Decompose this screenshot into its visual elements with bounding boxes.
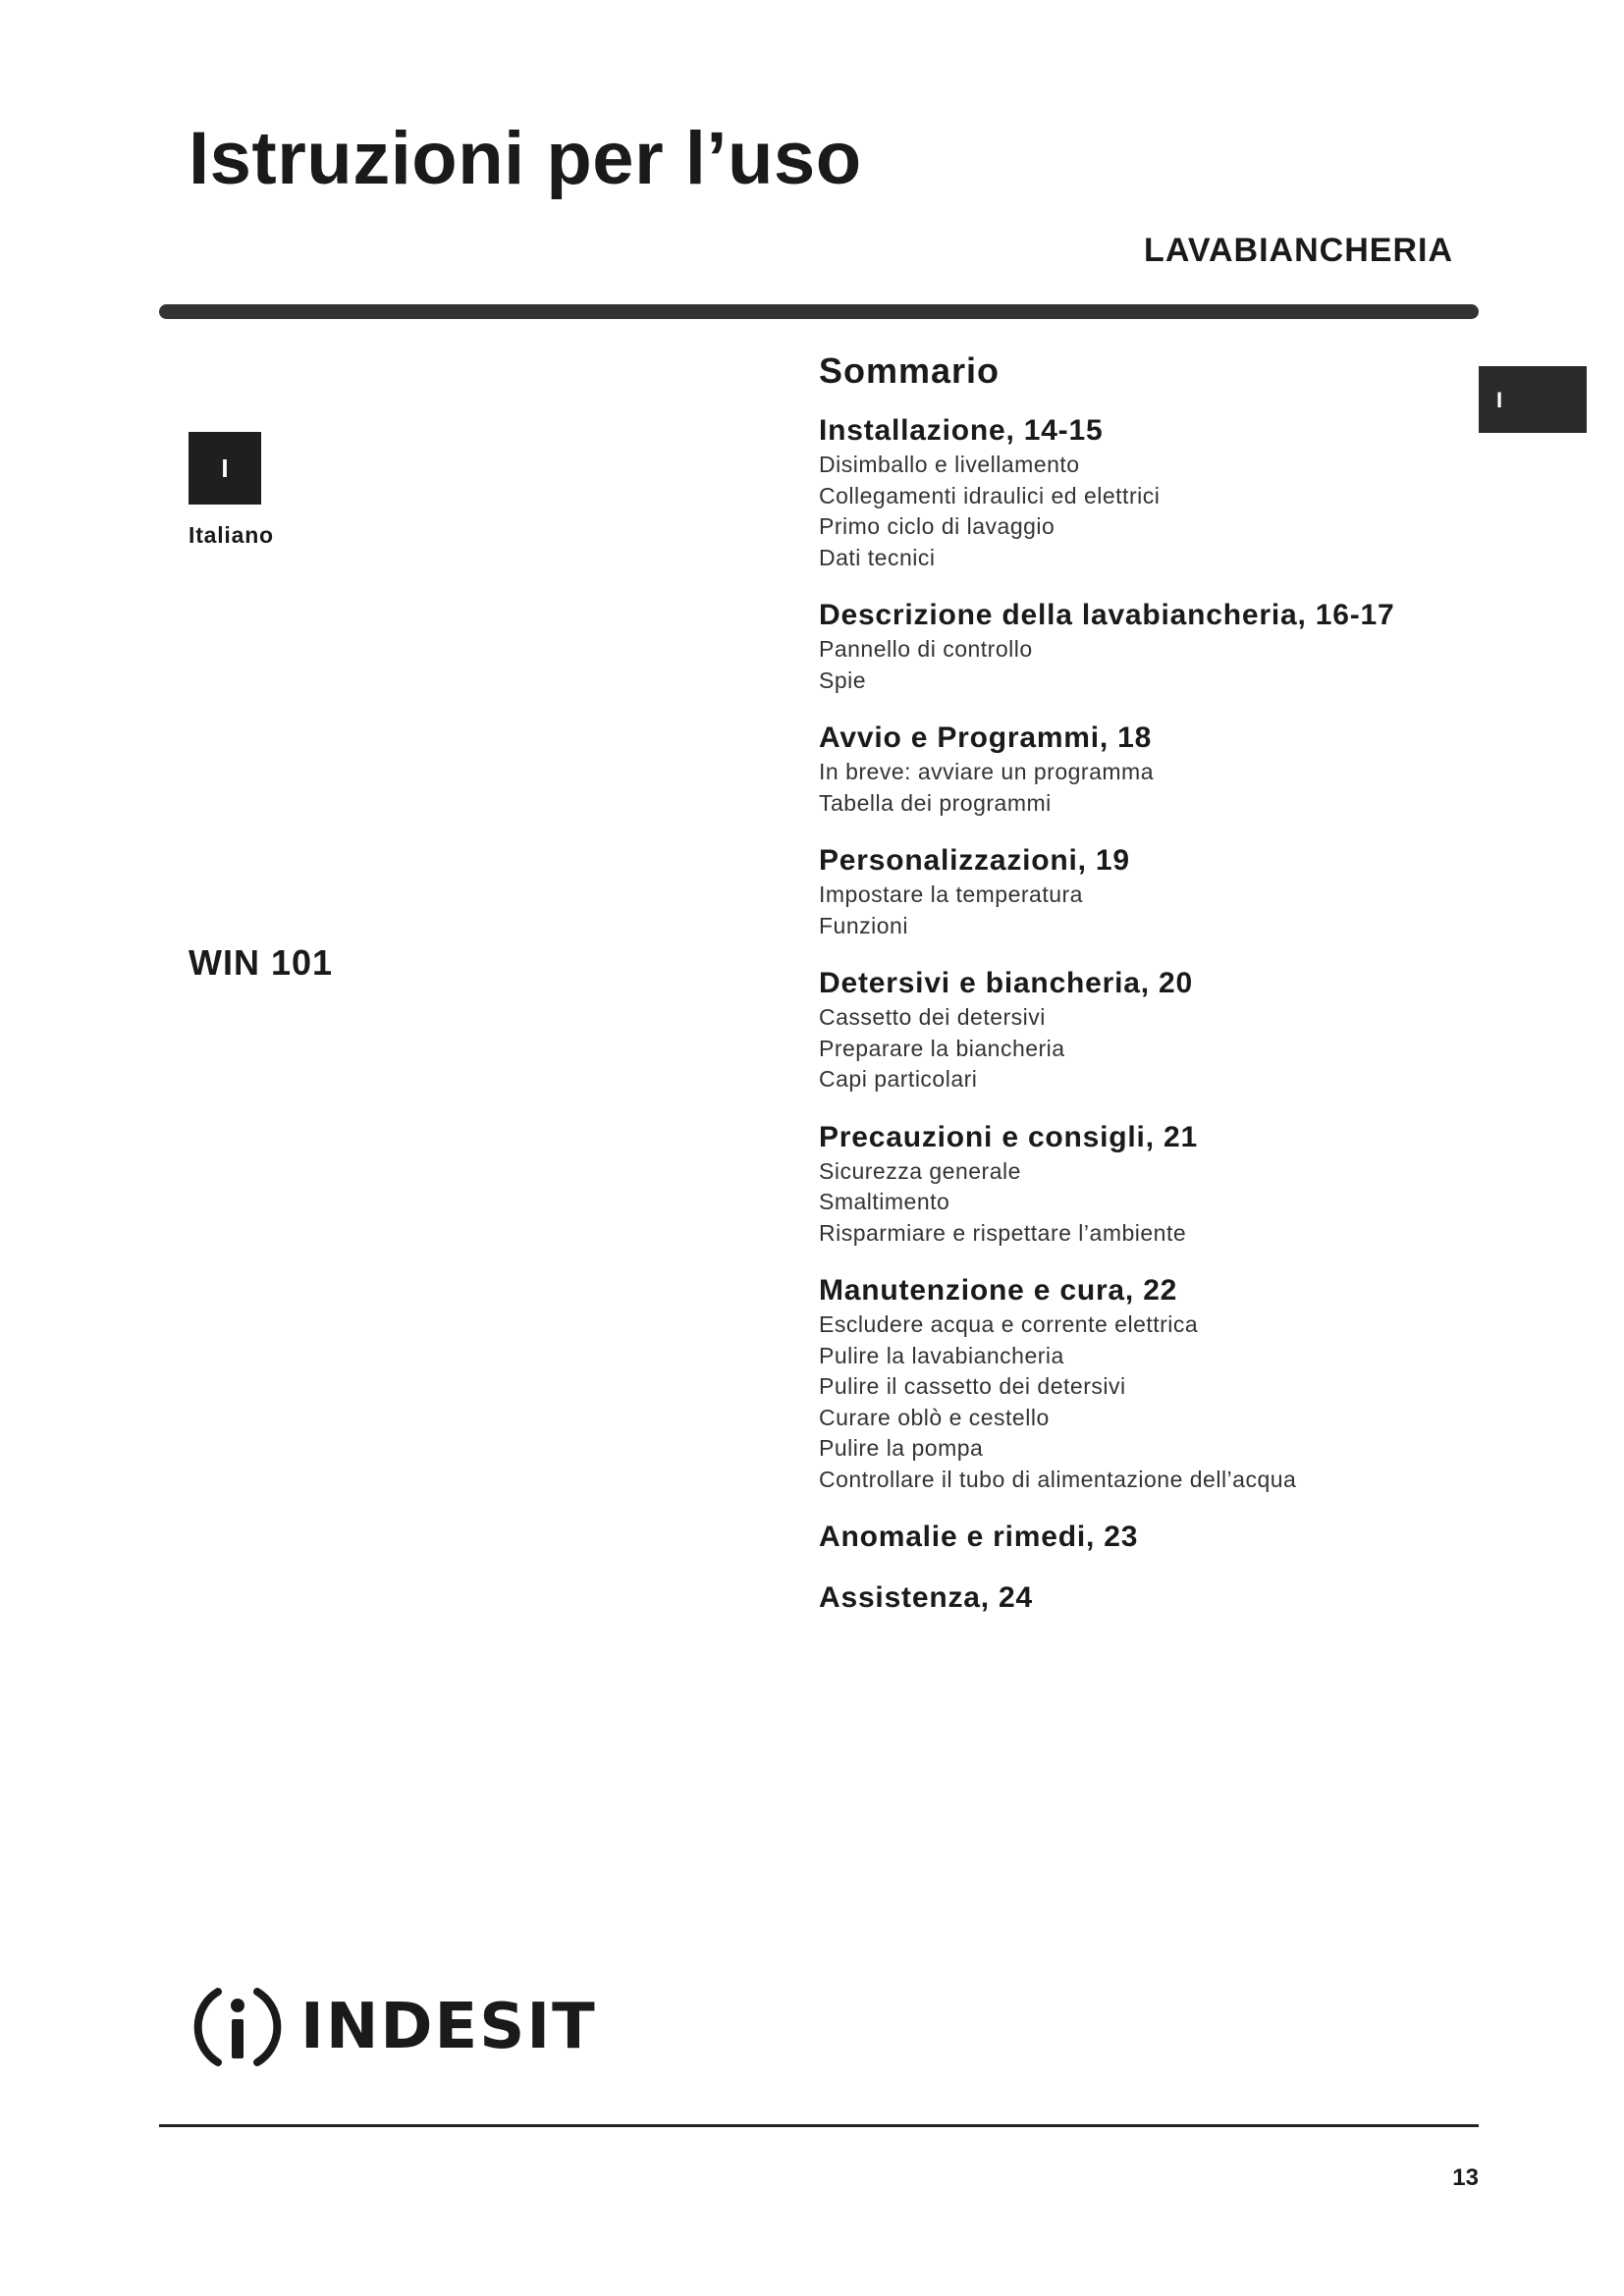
toc-section [819, 1519, 1487, 1556]
toc-item: Sicurezza generale [819, 1157, 1021, 1184]
language-side-tab[interactable] [1479, 366, 1587, 433]
table-of-contents [819, 349, 1487, 1640]
toc-section-heading[interactable]: Anomalie e rimedi, 23 [819, 1521, 1139, 1553]
toc-section [819, 412, 1487, 573]
toc-item: Pulire il cassetto dei detersivi [819, 1373, 1126, 1399]
toc-item-list [819, 757, 1487, 819]
toc-section-heading[interactable]: Descrizione della lavabiancheria, 16-17 [819, 599, 1395, 631]
toc-title: Sommario [819, 350, 1001, 391]
toc-section-heading[interactable]: Avvio e Programmi, 18 [819, 721, 1153, 754]
toc-item: Tabella dei programmi [819, 789, 1052, 816]
product-type-label: LAVABIANCHERIA [1144, 232, 1453, 269]
toc-section-heading[interactable]: Detersivi e biancheria, 20 [819, 967, 1193, 999]
top-divider [159, 304, 1479, 319]
toc-section-heading[interactable]: Assistenza, 24 [819, 1581, 1033, 1614]
toc-item: Primo ciclo di lavaggio [819, 513, 1056, 539]
language-name: Italiano [189, 522, 274, 548]
toc-item: In breve: avviare un programma [819, 759, 1154, 784]
toc-item-list [819, 450, 1487, 573]
brand-name: INDESIT [300, 1991, 597, 2063]
toc-item: Cassetto dei detersivi [819, 1004, 1046, 1030]
toc-section [819, 1119, 1487, 1250]
toc-section [819, 842, 1487, 941]
indesit-logo-icon [189, 1978, 287, 2076]
toc-item: Pulire la lavabiancheria [819, 1342, 1064, 1368]
toc-item-list [819, 1309, 1487, 1495]
toc-item: Risparmiare e rispettare l’ambiente [819, 1219, 1187, 1246]
bottom-divider [159, 2124, 1479, 2127]
toc-item-list [819, 1002, 1487, 1095]
toc-section-heading[interactable]: Manutenzione e cura, 22 [819, 1274, 1178, 1307]
toc-section-heading[interactable]: Personalizzazioni, 19 [819, 844, 1130, 877]
toc-section-heading[interactable]: Installazione, 14-15 [819, 414, 1104, 447]
toc-item: Pulire la pompa [819, 1435, 984, 1461]
toc-section [819, 1579, 1487, 1617]
side-tab-label: I [1496, 388, 1503, 412]
toc-section [819, 720, 1487, 819]
toc-item: Controllare il tubo di alimentazione dell’acqua [819, 1466, 1297, 1492]
toc-item: Disimballo e livellamento [819, 452, 1080, 477]
toc-item: Spie [819, 667, 867, 693]
toc-section [819, 597, 1487, 696]
toc-item: Pannello di controllo [819, 636, 1033, 662]
toc-sections [819, 412, 1487, 1617]
toc-item-list [819, 880, 1487, 941]
toc-item: Escludere acqua e corrente elettrica [819, 1311, 1199, 1337]
model-name: WIN 101 [189, 942, 334, 983]
brand-logo [189, 1978, 597, 2076]
toc-item-list [819, 1156, 1487, 1250]
language-code-box [189, 432, 261, 505]
toc-item: Preparare la biancheria [819, 1035, 1065, 1061]
toc-item: Smaltimento [819, 1189, 950, 1214]
toc-item: Impostare la temperatura [819, 881, 1083, 907]
page-number: 13 [1452, 2164, 1479, 2191]
toc-section [819, 1272, 1487, 1495]
toc-item-list [819, 634, 1487, 696]
toc-item: Collegamenti idraulici ed elettrici [819, 482, 1161, 508]
page-title: Istruzioni per l’uso [189, 117, 862, 200]
toc-item: Curare oblò e cestello [819, 1404, 1050, 1430]
toc-item: Capi particolari [819, 1066, 978, 1092]
toc-item: Dati tecnici [819, 544, 936, 570]
toc-item: Funzioni [819, 912, 908, 938]
toc-section-heading[interactable]: Precauzioni e consigli, 21 [819, 1120, 1198, 1153]
toc-section [819, 965, 1487, 1095]
language-code: I [221, 453, 229, 483]
